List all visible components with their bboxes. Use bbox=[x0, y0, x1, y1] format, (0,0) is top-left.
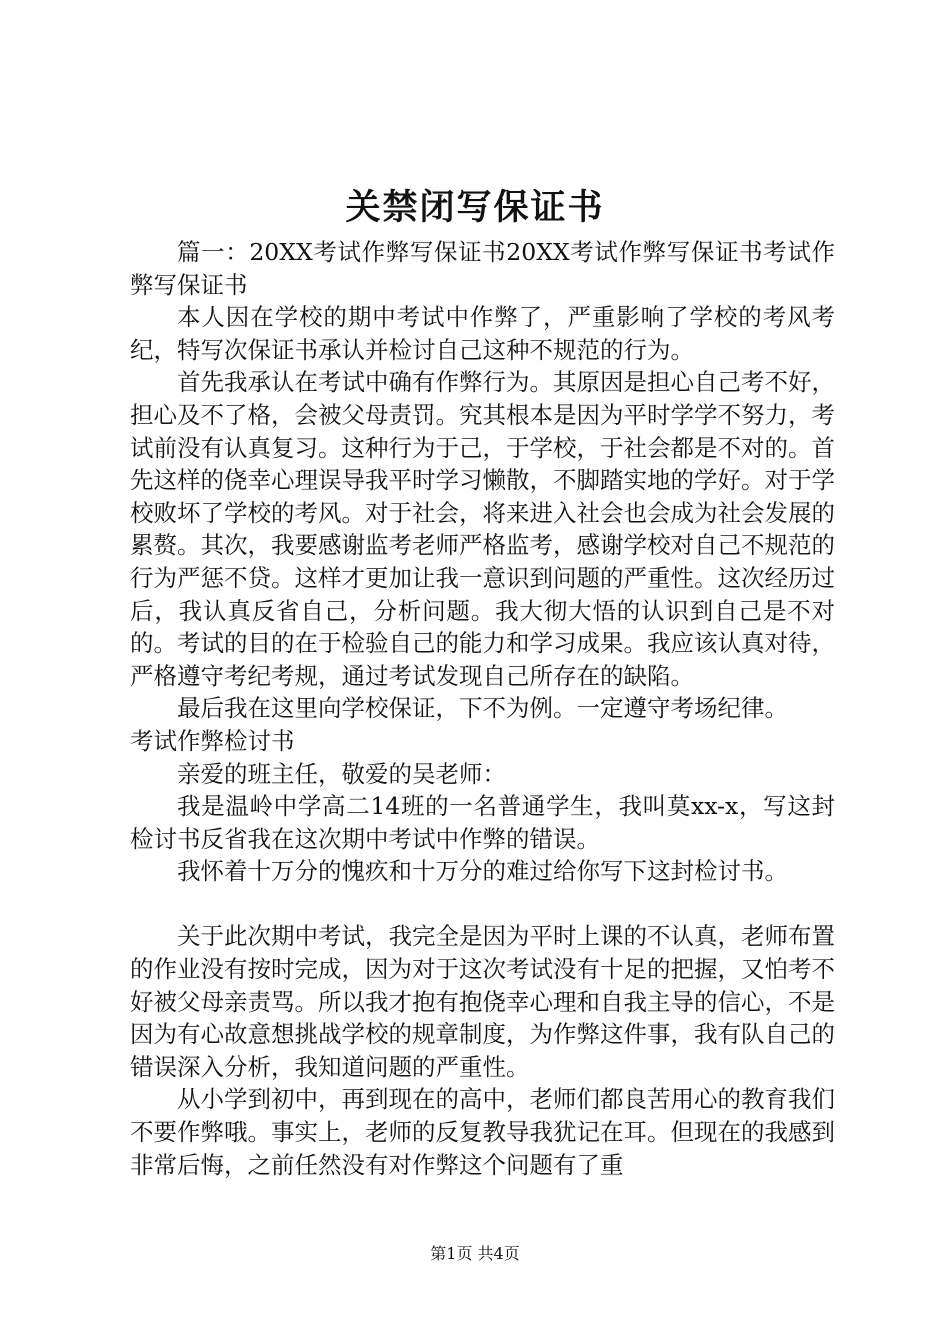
document-body bbox=[130, 236, 835, 1181]
paragraph-statement: 本人因在学校的期中考试中作弊了，严重影响了学校的考风考纪，特写次保证书承认并检讨自己这种不规范的行为。 bbox=[130, 303, 835, 364]
paragraph-promise: 最后我在这里向学校保证，下不为例。一定遵守考场纪律。 bbox=[177, 694, 788, 723]
section-heading: 考试作弊检讨书 bbox=[130, 726, 295, 755]
paragraph-admission: 首先我承认在考试中确有作弊行为。其原因是担心自己考不好，担心及不了格，会被父母责罚。究其根本是因为平时学学不努力，考试前没有认真复习。这种行为于己，于学校，于社会都是不对的。首先这样的侥幸心理误导我平时学习懒散，不脚踏实地的学好。对于学校败坏了学校的考风。对于社会，将来进入社会也会成为社会发展的累赘。其次，我要感谢监考老师严格监考，感谢学校对自己不规范的行为严惩不贷。这样才更加让我一意识到问题的严重性。这次经历过后，我认真反省自己，分析问题。我大彻大悟的认识到自己是不对的。考试的目的在于检验自己的能力和学习成果。我应该认真对待，严格遵守考纪考规，通过考试发现自己所存在的缺陷。 bbox=[130, 368, 835, 690]
page-number: 第1页 共4页 bbox=[430, 1244, 520, 1263]
paragraph-reflection: 从小学到初中，再到现在的高中，老师们都良苦用心的教育我们不要作弊哦。事实上，老师的反复教导我犹记在耳。但现在的我感到非常后悔，之前任然没有对作弊这个问题有了重 bbox=[130, 1085, 835, 1179]
paragraph-intro: 篇一：20XX考试作弊写保证书20XX考试作弊写保证书考试作弊写保证书 bbox=[130, 238, 835, 299]
paragraph-self-intro: 我是温岭中学高二14班的一名普通学生，我叫莫xx-x，写这封检讨书反省我在这次期中考试中作弊的错误。 bbox=[130, 792, 835, 853]
document-title: 关禁闭写保证书 bbox=[345, 187, 605, 228]
paragraph-salutation: 亲爱的班主任，敬爱的吴老师： bbox=[177, 759, 506, 788]
paragraph-spacer bbox=[130, 888, 835, 921]
paragraph-reason: 关于此次期中考试，我完全是因为平时上课的不认真，老师布置的作业没有按时完成，因为对于这次考试没有十足的把握，又怕考不好被父母亲责骂。所以我才抱有抱侥幸心理和自我主导的信心，不是因为有心故意想挑战学校的规章制度，为作弊这件事，我有队自己的错误深入分析，我知道问题的严重性。 bbox=[130, 922, 835, 1081]
paragraph-apology: 我怀着十万分的愧疚和十万分的难过给你写下这封检讨书。 bbox=[177, 857, 788, 886]
